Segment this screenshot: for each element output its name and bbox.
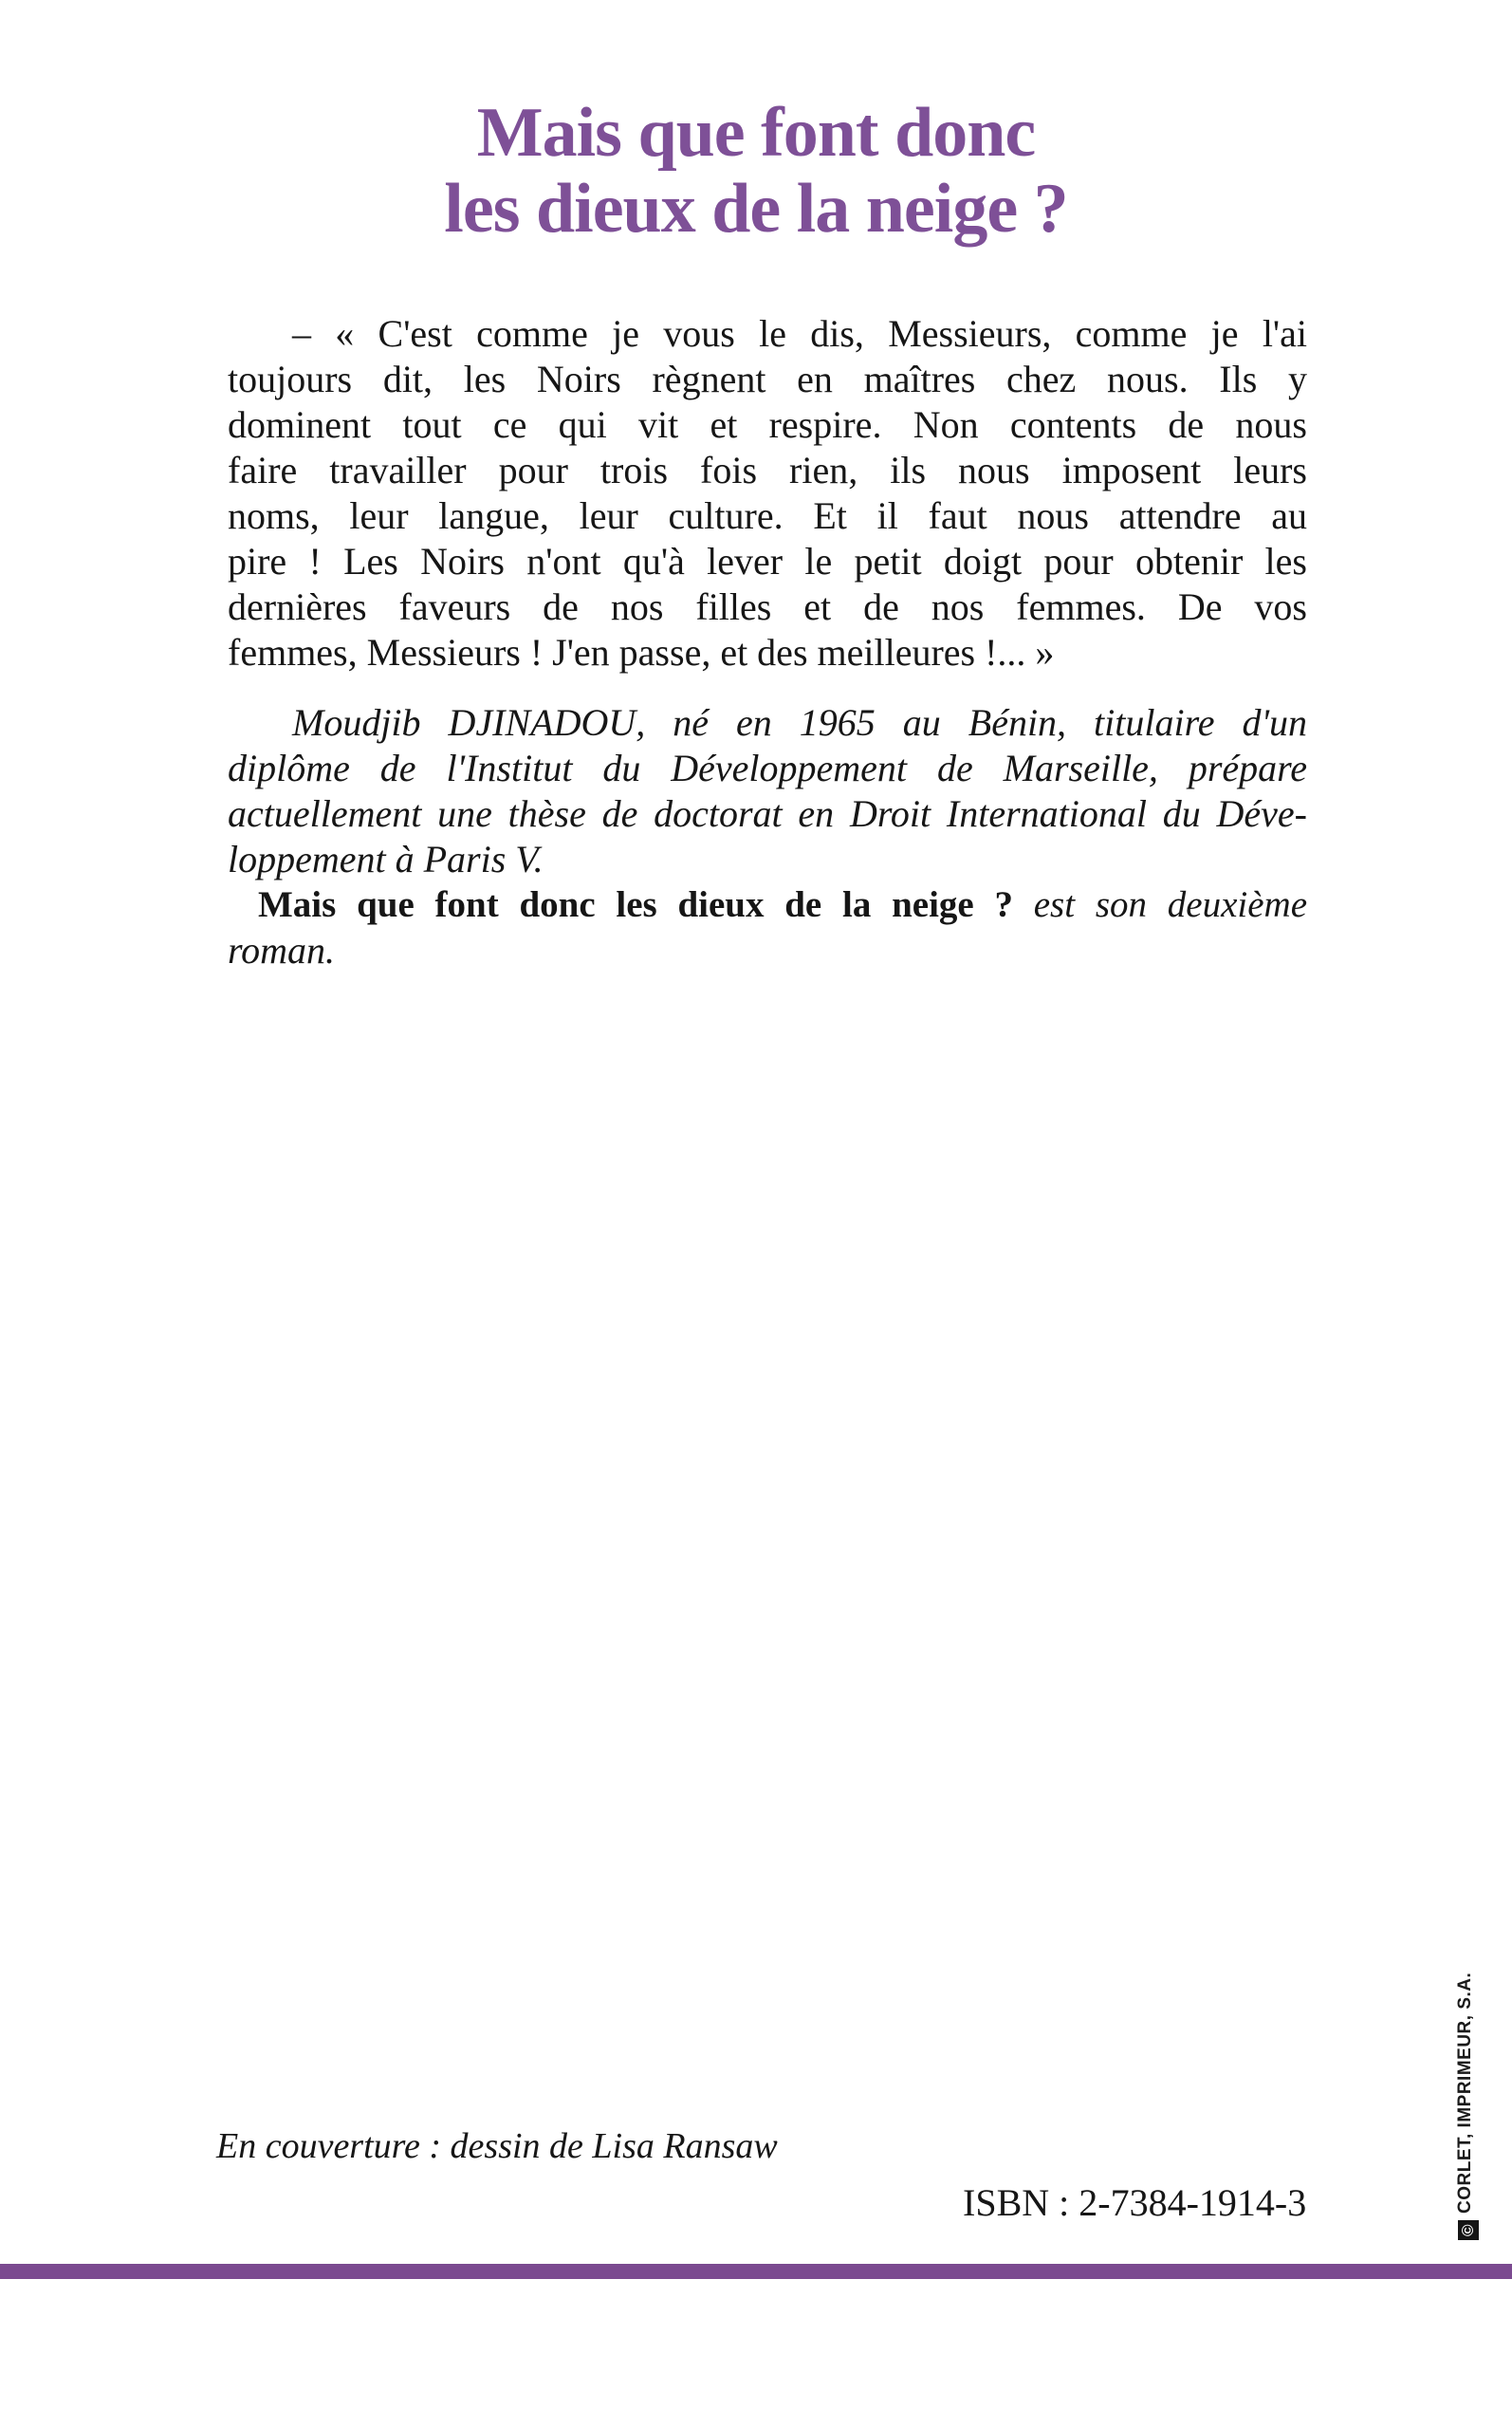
printer-credit [1453, 1972, 1478, 2240]
author-bio-line: diplôme de l'Institut du Développement de Marseille, prépare [228, 747, 1307, 789]
closing-line [228, 882, 1307, 928]
closing-italic-tail: est son deuxième [1033, 884, 1307, 925]
isbn: ISBN : 2-7384-1914-3 [963, 2181, 1307, 2224]
quote-line: dernières faveurs de nos filles et de nos femmes. De vos [228, 585, 1307, 628]
quote-paragraph [228, 311, 1307, 676]
cover-illustration-credit: En couverture : dessin de Lisa Ransaw [216, 2126, 778, 2166]
book-title-line-2: les dieux de la neige ? [444, 170, 1068, 248]
author-bio-line: Moudjib DJINADOU, né en 1965 au Bénin, titulaire d'un [292, 701, 1307, 744]
quote-line: noms, leur langue, leur culture. Et il faut nous attendre au [228, 494, 1307, 537]
closing-paragraph [228, 882, 1307, 973]
closing-last-line: roman. [228, 929, 335, 972]
copyright-icon: © [1458, 2220, 1479, 2240]
quote-line: dominent tout ce qui vit et respire. Non contents de nous [228, 403, 1307, 446]
printer-credit-text: CORLET, IMPRIMEUR, S.A. [1455, 1972, 1475, 2214]
bottom-accent-bar [0, 2264, 1512, 2279]
quote-line: femmes, Messieurs ! J'en passe, et des meilleures !... » [228, 631, 1055, 674]
book-title-line-1: Mais que font donc [476, 94, 1036, 172]
author-bio-paragraph [228, 700, 1307, 882]
quote-line: faire travailler pour trois fois rien, ils nous imposent leurs [228, 449, 1307, 491]
closing-bold-title-mention: Mais que font donc les dieux de la neige ? [258, 884, 1013, 925]
author-bio-line: loppement à Paris V. [228, 838, 544, 880]
author-bio-line: actuellement une thèse de doctorat en Droit International du Déve- [228, 792, 1307, 835]
quote-line: toujours dit, les Noirs règnent en maîtres chez nous. Ils y [228, 358, 1307, 400]
back-cover-text [228, 311, 1307, 973]
book-title [0, 95, 1512, 247]
quote-line: pire ! Les Noirs n'ont qu'à lever le petit doigt pour obtenir les [228, 540, 1307, 583]
quote-line: – « C'est comme je vous le dis, Messieurs, comme je l'ai [292, 312, 1307, 355]
